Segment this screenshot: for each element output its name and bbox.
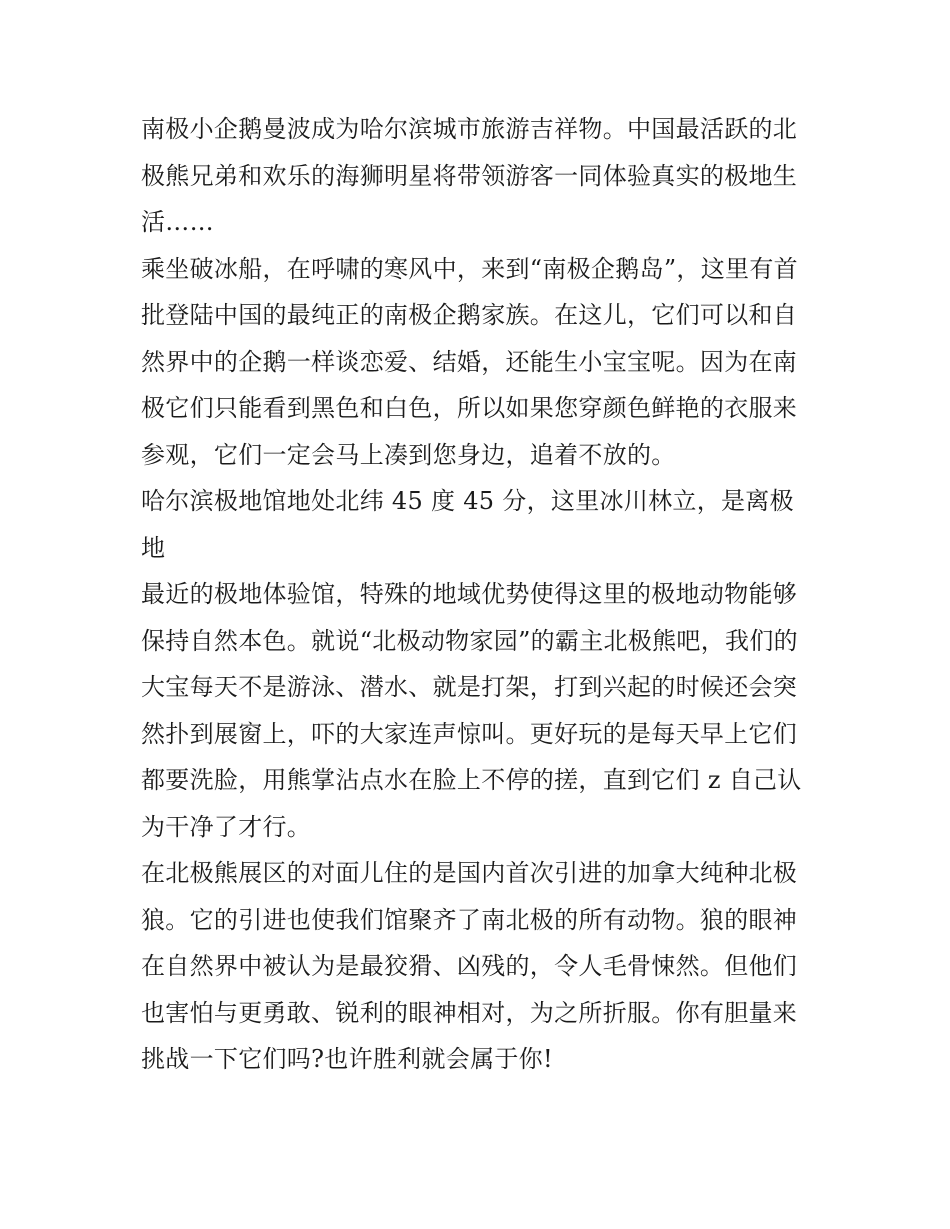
article-body bbox=[141, 106, 811, 1083]
paragraph-penguin-island: 乘坐破冰船，在呼啸的寒风中，来到“南极企鹅岛”，这里有首 批登陆中国的最纯正的南极企鹅家族。在这儿，它们可以和自 然界中的企鹅一样谈恋爱、结婚，还能生小宝宝呢。因为在南 极它们只能看到黑色和白色，所以如果您穿颜色鲜艳的衣服来 参观，它们一定会马上凑到您身边，追着不放的。 bbox=[141, 254, 798, 469]
paragraph-polar-bear: 哈尔滨极地馆地处北纬 45 度 45 分，这里冰川林立，是离极地 最近的极地体验馆，特殊的地域优势使得这里的极地动物能够 保持自然本色。就说“北极动物家园”的霸主北极熊吧，我们的 大宝每天不是游泳、潜水、就是打架，打到兴起的时候还会突 然扑到展窗上，吓的大家连声惊叫。更好玩的是每天早上它们 都要洗脸，用熊掌沾点水在脸上不停的搓，直到它们 z 自己认 为干净了才行。 bbox=[141, 487, 802, 841]
paragraph-penguin-mascot: 南极小企鹅曼波成为哈尔滨城市旅游吉祥物。中国最活跃的北 极熊兄弟和欢乐的海狮明星将带领游客一同体验真实的极地生 活…… bbox=[141, 115, 798, 236]
paragraph-arctic-wolf: 在北极熊展区的对面儿住的是国内首次引进的加拿大纯种北极 狼。它的引进也使我们馆聚齐了南北极的所有动物。狼的眼神 在自然界中被认为是最狡猾、凶残的，令人毛骨悚然。但他们 也害怕与更勇敢、锐利的眼神相对，为之所折服。你有胆量来 挑战一下它们吗?也许胜利就会属于你! bbox=[141, 859, 798, 1073]
